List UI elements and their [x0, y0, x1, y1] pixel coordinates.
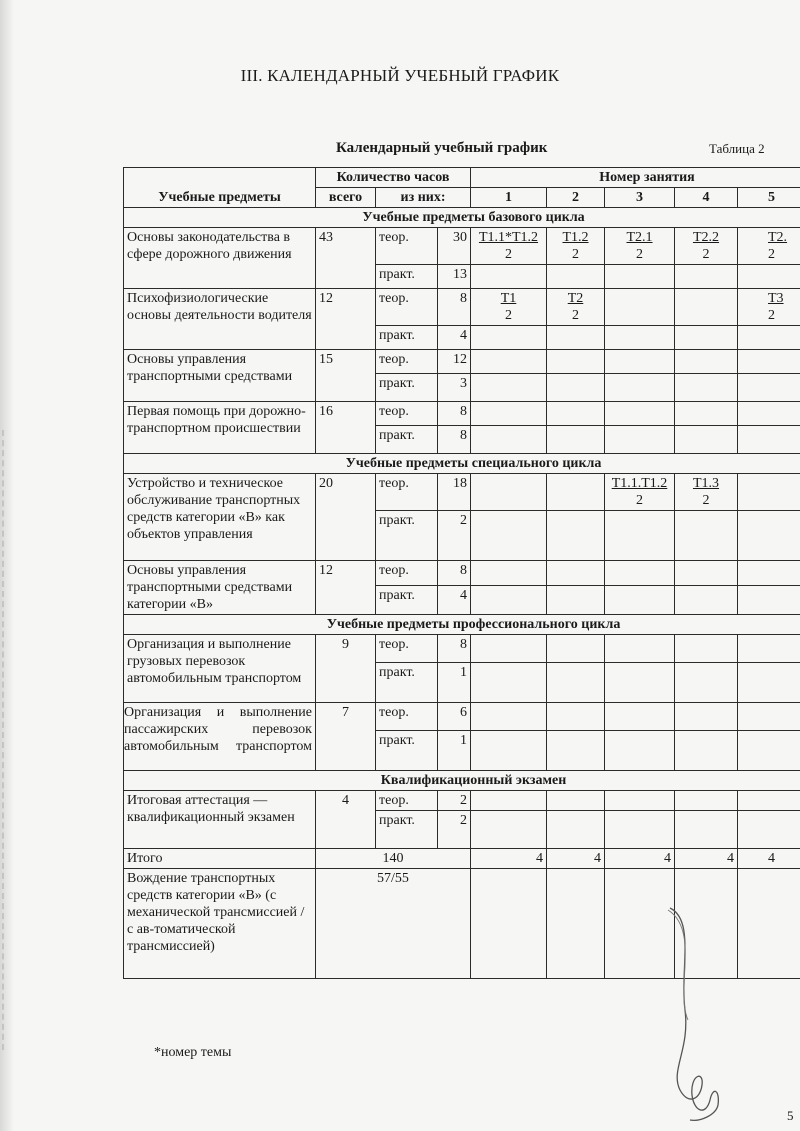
topic: Т2.2 — [692, 230, 720, 245]
practice-label: практ. — [376, 811, 438, 849]
binding-marks — [2, 430, 14, 1050]
subject-name: Психофизиологические основы деятельности водителя — [124, 289, 316, 350]
lesson-cell — [471, 228, 547, 265]
section-heading: III. КАЛЕНДАРНЫЙ УЧЕБНЫЙ ГРАФИК — [240, 66, 560, 85]
lesson-3: 3 — [605, 188, 675, 208]
lesson-4: 4 — [675, 188, 738, 208]
hours: 2 — [636, 493, 643, 508]
total-lesson-1: 4 — [471, 849, 547, 869]
lesson-cell — [675, 228, 738, 265]
theory-hours: 18 — [438, 474, 471, 511]
practice-label: практ. — [376, 265, 438, 289]
subject-total: 9 — [316, 635, 376, 703]
subject-total: 4 — [316, 791, 376, 849]
topic: Т2 — [567, 291, 584, 306]
theory-hours: 2 — [438, 791, 471, 811]
theory-label: теор. — [376, 350, 438, 374]
theory-label: теор. — [376, 228, 438, 265]
practice-hours: 1 — [438, 731, 471, 771]
section-professional: Учебные предметы профессионального цикла — [124, 615, 800, 635]
hours: 2 — [636, 247, 643, 262]
hours: 2 — [572, 247, 579, 262]
hours: 2 — [702, 247, 710, 262]
section-exam: Квалификационный экзамен — [124, 771, 800, 791]
practice-label: практ. — [376, 511, 438, 561]
header-total: всего — [316, 188, 376, 208]
practice-label: практ. — [376, 326, 438, 350]
lesson-cell — [547, 289, 605, 326]
header-of-which: из них: — [376, 188, 471, 208]
subject-row — [124, 635, 800, 663]
header-lesson-number: Номер занятия — [471, 168, 800, 188]
theory-label: теор. — [376, 474, 438, 511]
practice-label: практ. — [376, 663, 438, 703]
practice-hours: 13 — [438, 265, 471, 289]
subject-name: Итоговая аттестация — квалификационный экзамен — [124, 791, 316, 849]
lesson-cell — [738, 289, 800, 326]
subject-name: Первая помощь при дорожно-транспортном происшествии — [124, 402, 316, 454]
hours: 2 — [572, 308, 579, 323]
theory-hours: 12 — [438, 350, 471, 374]
lesson-cell — [471, 289, 547, 326]
hours: 2 — [505, 247, 512, 262]
practice-hours: 3 — [438, 374, 471, 402]
signature-mark — [640, 900, 760, 1130]
subject-name: Основы управления транспортными средствами категории «В» — [124, 561, 316, 615]
total-lesson-4: 4 — [675, 849, 738, 869]
practice-hours: 2 — [438, 811, 471, 849]
theory-label: теор. — [376, 561, 438, 586]
practice-label: практ. — [376, 426, 438, 454]
lesson-cell — [675, 474, 738, 511]
theory-label: теор. — [376, 635, 438, 663]
subject-total: 12 — [316, 289, 376, 350]
schedule-table — [123, 167, 800, 979]
subject-name: Организация и выполнение пассажирских перевозок автомобильным транспортом — [124, 703, 316, 771]
header-subjects: Учебные предметы — [124, 168, 316, 208]
total-lesson-3: 4 — [605, 849, 675, 869]
table-caption: Календарный учебный график — [336, 140, 548, 156]
table-label: Таблица 2 — [709, 141, 765, 156]
section-special: Учебные предметы специального цикла — [124, 454, 800, 474]
lesson-5: 5 — [738, 188, 800, 208]
theory-hours: 6 — [438, 703, 471, 731]
total-label: Итого — [124, 849, 316, 869]
practice-hours: 8 — [438, 426, 471, 454]
section-basic: Учебные предметы базового цикла — [124, 208, 800, 228]
practice-hours: 1 — [438, 663, 471, 703]
theory-hours: 8 — [438, 635, 471, 663]
hours: 2 — [702, 493, 710, 508]
practice-hours: 2 — [438, 511, 471, 561]
footnote: *номер темы — [154, 1045, 232, 1060]
lesson-cell — [738, 228, 800, 265]
subject-name: Устройство и техническое обслуживание транспортных средств категории «В» как объектов управления — [124, 474, 316, 561]
subject-name: Организация и выполнение грузовых перевозок автомобильным транспортом — [124, 635, 316, 703]
subject-row — [124, 561, 800, 586]
driving-name: Вождение транспортных средств категории «В» (с механической трансмиссией / с ав-томатической трансмиссией) — [124, 869, 316, 979]
practice-label: практ. — [376, 585, 438, 614]
total-lesson-5: 4 — [738, 849, 800, 869]
theory-label: теор. — [376, 703, 438, 731]
practice-label: практ. — [376, 731, 438, 771]
subject-total: 43 — [316, 228, 376, 289]
theory-hours: 8 — [438, 561, 471, 586]
theory-label: теор. — [376, 791, 438, 811]
driving-value: 57/55 — [316, 869, 471, 979]
subject-row — [124, 289, 800, 326]
hours: 2 — [768, 308, 775, 323]
subject-row — [124, 474, 800, 511]
subject-row — [124, 402, 800, 426]
topic: Т2.1 — [626, 230, 653, 245]
header-row-1 — [124, 168, 800, 188]
practice-hours: 4 — [438, 585, 471, 614]
hours: 2 — [768, 247, 775, 262]
subject-name: Основы управления транспортными средствами — [124, 350, 316, 402]
subject-row — [124, 228, 800, 265]
topic: Т1.2 — [562, 230, 589, 245]
theory-hours: 8 — [438, 402, 471, 426]
total-row — [124, 849, 800, 869]
total-lesson-2: 4 — [547, 849, 605, 869]
subject-total: 20 — [316, 474, 376, 561]
theory-label: теор. — [376, 289, 438, 326]
subject-total: 15 — [316, 350, 376, 402]
subject-name: Основы законодательства в сфере дорожного движения — [124, 228, 316, 289]
lesson-1: 1 — [471, 188, 547, 208]
subject-total: 12 — [316, 561, 376, 615]
header-hours: Количество часов — [316, 168, 471, 188]
lesson-cell — [547, 228, 605, 265]
hours: 2 — [505, 308, 512, 323]
lesson-2: 2 — [547, 188, 605, 208]
topic: Т1.1*Т1.2 — [478, 230, 539, 245]
lesson-cell — [605, 228, 675, 265]
subject-total: 16 — [316, 402, 376, 454]
topic: Т2. — [768, 230, 788, 245]
total-value: 140 — [316, 849, 471, 869]
practice-hours: 4 — [438, 326, 471, 350]
topic: Т3 — [768, 291, 784, 306]
subject-row — [124, 350, 800, 374]
page-number: 5 — [787, 1108, 794, 1123]
lesson-cell — [605, 474, 675, 511]
theory-hours: 30 — [438, 228, 471, 265]
topic: Т1 — [500, 291, 517, 306]
theory-label: теор. — [376, 402, 438, 426]
subject-row — [124, 791, 800, 811]
topic: Т1.1.Т1.2 — [611, 476, 668, 491]
practice-label: практ. — [376, 374, 438, 402]
subject-row — [124, 703, 800, 731]
subject-total: 7 — [316, 703, 376, 771]
theory-hours: 8 — [438, 289, 471, 326]
topic: Т1.3 — [692, 476, 720, 491]
